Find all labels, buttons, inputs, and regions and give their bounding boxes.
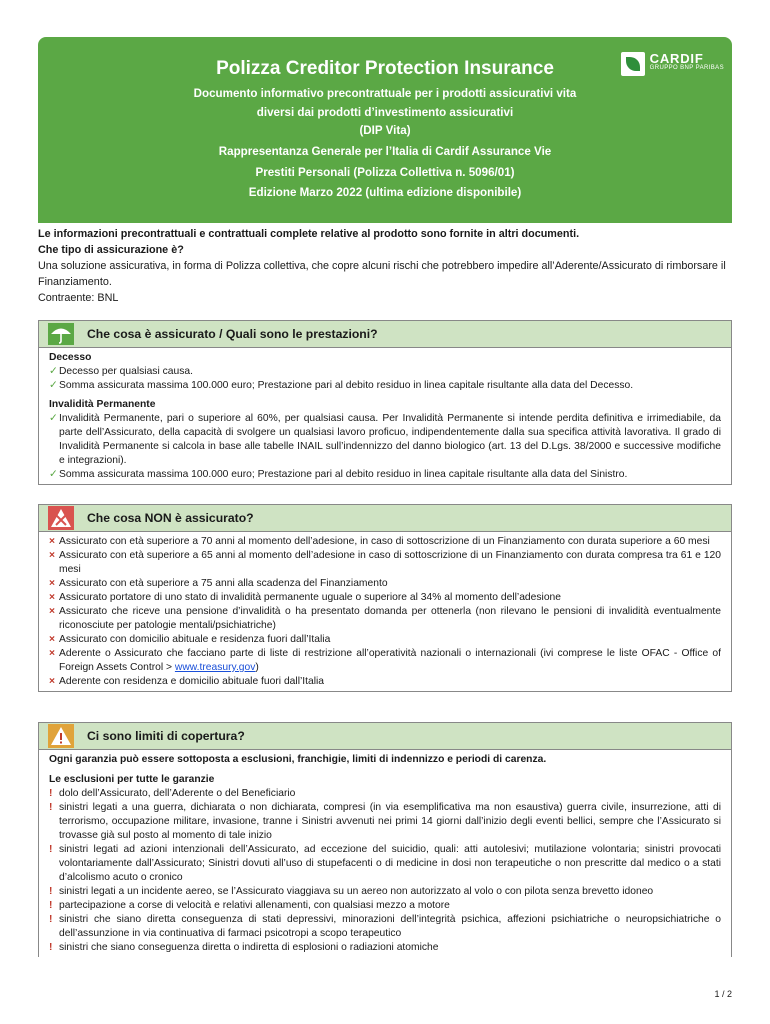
subtitle-line-3: (DIP Vita) [359,124,411,137]
subtitle-line-6: Edizione Marzo 2022 (ultima edizione disponibile) [248,186,522,199]
list-item: × Aderente o Assicurato che facciano parte di liste di restrizione all’operatività nazionali o internazionali (ivi comprese le liste OFAC - Office of Foreign Assets Control > www.treasury.gov) [49,648,721,673]
exclamation-icon: ! [49,914,53,925]
exclusions-heading: Le esclusioni per tutte le garanzie [49,774,215,785]
warning-icon [43,723,79,749]
list-item: ! dolo dell’Assicurato, dell’Aderente o del Beneficiario [49,788,296,799]
ofac-text: Aderente o Assicurato che facciano parte di liste di restrizione all’operatività nazionali o internazionali (ivi comprese le liste OFAC - Office of Foreign Assets Control > [59,648,721,673]
invalidita-heading: Invalidità Permanente [49,399,156,410]
exclamation-icon: ! [49,942,53,953]
exclamation-icon: ! [49,802,53,813]
list-item: × Assicurato che riceve una pensione d’invalidità o ha presentato domanda per ottenerla (non rilevano le pensioni di invalidità eventualmente riconosciute per patologie mentali/psichiatriche) [49,606,721,631]
decesso-heading: Decesso [49,352,92,363]
cardif-logo-mark [621,52,645,76]
check-icon: ✓ [49,380,58,391]
intro-contraente: Contraente: BNL [38,292,119,304]
exclamation-icon: ! [49,788,53,799]
cross-icon: × [49,606,56,617]
section-not-covered-title: Che cosa NON è assicurato? [87,511,254,525]
list-item: ✓ Somma assicurata massima 100.000 euro; Prestazione pari al debito residuo in linea capitale risultante alla data del Decesso. [49,380,634,391]
section-covered [38,320,732,485]
list-item: ✓ Decesso per qualsiasi causa. [49,366,193,377]
check-icon: ✓ [49,366,58,377]
cross-icon: × [49,592,56,603]
cardif-logo [621,52,724,76]
list-item: ! sinistri che siano conseguenza diretta o indiretta di esplosioni o radiazioni atomiche [49,942,439,953]
limits-lead: Ogni garanzia può essere sottoposta a esclusioni, franchigie, limiti di indennizzo e periodi di carenza. [49,754,547,765]
cross-icon: × [49,550,56,561]
list-item: × Assicurato portatore di uno stato di invalidità permanente uguale o superiore al 34% al momento dell’adesione [49,592,561,603]
treasury-link[interactable]: www.treasury.gov [174,662,256,673]
exclamation-icon: ! [49,886,53,897]
exclamation-icon: ! [49,900,53,911]
section-covered-title: Che cosa è assicurato / Quali sono le prestazioni? [87,327,378,341]
list-item: × Assicurato con età superiore a 65 anni al momento dell’adesione in caso di sottoscrizione di un Finanziamento con durata compresa tra 61 e 120 mesi [49,550,721,575]
list-item: × Aderente con residenza e domicilio abituale fuori dall’Italia [49,676,325,687]
document-title: Polizza Creditor Protection Insurance [216,58,554,79]
document-header [38,37,732,223]
list-item: × Assicurato con domicilio abituale e residenza fuori dall’Italia [49,634,331,645]
list-item: ! sinistri legati ad azioni intenzionali dell’Assicurato, ad eccezione del suicidio, quali: atti autolesivi; mutilazione volontaria; sinistri provocati volontariamente dall’Assicurato; Sinistri dovuti all’uso di stupefacenti o di medicine in dosi non terapeutiche o non prescritte dal medico o a stati d’alcolismo acuto o cronico [49,844,721,883]
list-item: ✓ Somma assicurata massima 100.000 euro; Prestazione pari al debito residuo in linea capitale risultante alla data del Sinistro. [49,469,628,480]
list-item: ! sinistri legati a un incidente aereo, se l’Assicurato viaggiava su un aereo non autorizzato al volo o con pilota senza brevetto idoneo [49,886,654,897]
cross-icon: × [49,648,56,659]
section-limits [38,722,732,957]
list-item: × Assicurato con età superiore a 70 anni al momento dell’adesione, in caso di sottoscrizione di un Finanziamento con durata superiore a 60 mesi [49,536,710,547]
cross-icon: × [49,634,56,645]
subtitle-line-2: diversi dai prodotti d’investimento assicurativi [256,106,514,119]
list-item: ✓ Invalidità Permanente, pari o superiore al 60%, per qualsiasi causa. Per Invalidità Permanente si intende perdita definitiva e irrimediabile, da parte dell’Assicurato, della capacità di svolgere un qualsiasi lavoro proficuo, indipendentemente dalla sua specifica attività lavorativa. Il grado di Invalidità Permanente si calcola in base alle tabelle INAIL sull’indennizzo del danno biologico (art. 13 del D.Lgs. 38/2000 e successive modifiche e integrazioni). [49,413,721,466]
logo-name: CARDIF [649,51,704,66]
intro-note: Le informazioni precontrattuali e contrattuali complete relative al prodotto sono fornite in altri documenti. [38,228,580,240]
cross-icon: × [49,676,56,687]
umbrella-icon [43,321,79,347]
intro-answer: Una soluzione assicurativa, in forma di Polizza collettiva, che copre alcuni rischi che potrebbero impedire all’Aderente/Assicurato di rimborsare il Finanziamento. [38,260,726,288]
intro-block [38,226,732,306]
check-icon: ✓ [49,469,58,480]
subtitle-line-5: Prestiti Personali (Polizza Collettiva n. 5096/01) [255,166,515,179]
cross-icon: × [49,536,56,547]
section-not-covered-header [39,505,731,532]
section-covered-header [39,321,731,348]
not-covered-icon [43,505,79,531]
logo-subtitle: GRUPPO BNP PARIBAS [649,65,724,71]
section-limits-title: Ci sono limiti di copertura? [87,729,245,743]
check-icon: ✓ [49,413,58,424]
section-not-covered [38,504,732,692]
exclamation-icon: ! [49,844,53,855]
list-item: ! sinistri legati a una guerra, dichiarata o non dichiarata, compresi (in via esemplificativa ma non esaustiva) guerra civile, insurrezione, atti di terrorismo, occupazione militare, invasione, tranne i Sinistri avvenuti nei primi 14 giorni dall’inizio degli eventi bellici, sempre che l’Assicurato si trovasse già sul posto al momento di tale inizio [49,802,721,841]
intro-question: Che tipo di assicurazione è? [38,244,184,256]
subtitle-line-4: Rappresentanza Generale per l’Italia di Cardif Assurance Vie [218,145,552,158]
list-item: × Assicurato con età superiore a 75 anni alla scadenza del Finanziamento [49,578,388,589]
subtitle-line-1: Documento informativo precontrattuale per i prodotti assicurativi vita [193,87,577,100]
list-item: ! partecipazione a corse di velocità e relativi allenamenti, con qualsiasi mezzo a motore [49,900,450,911]
section-limits-header [39,723,731,750]
list-item: ! sinistri che siano diretta conseguenza di stati depressivi, minorazioni dell’integrità psichica, affezioni psichiatriche o neuropsichiatriche o dell’assunzione in via continuativa di farmaci psicotropi a scopo terapeutico [49,914,721,939]
page-number: 1 / 2 [714,989,732,999]
cross-icon: × [49,578,56,589]
